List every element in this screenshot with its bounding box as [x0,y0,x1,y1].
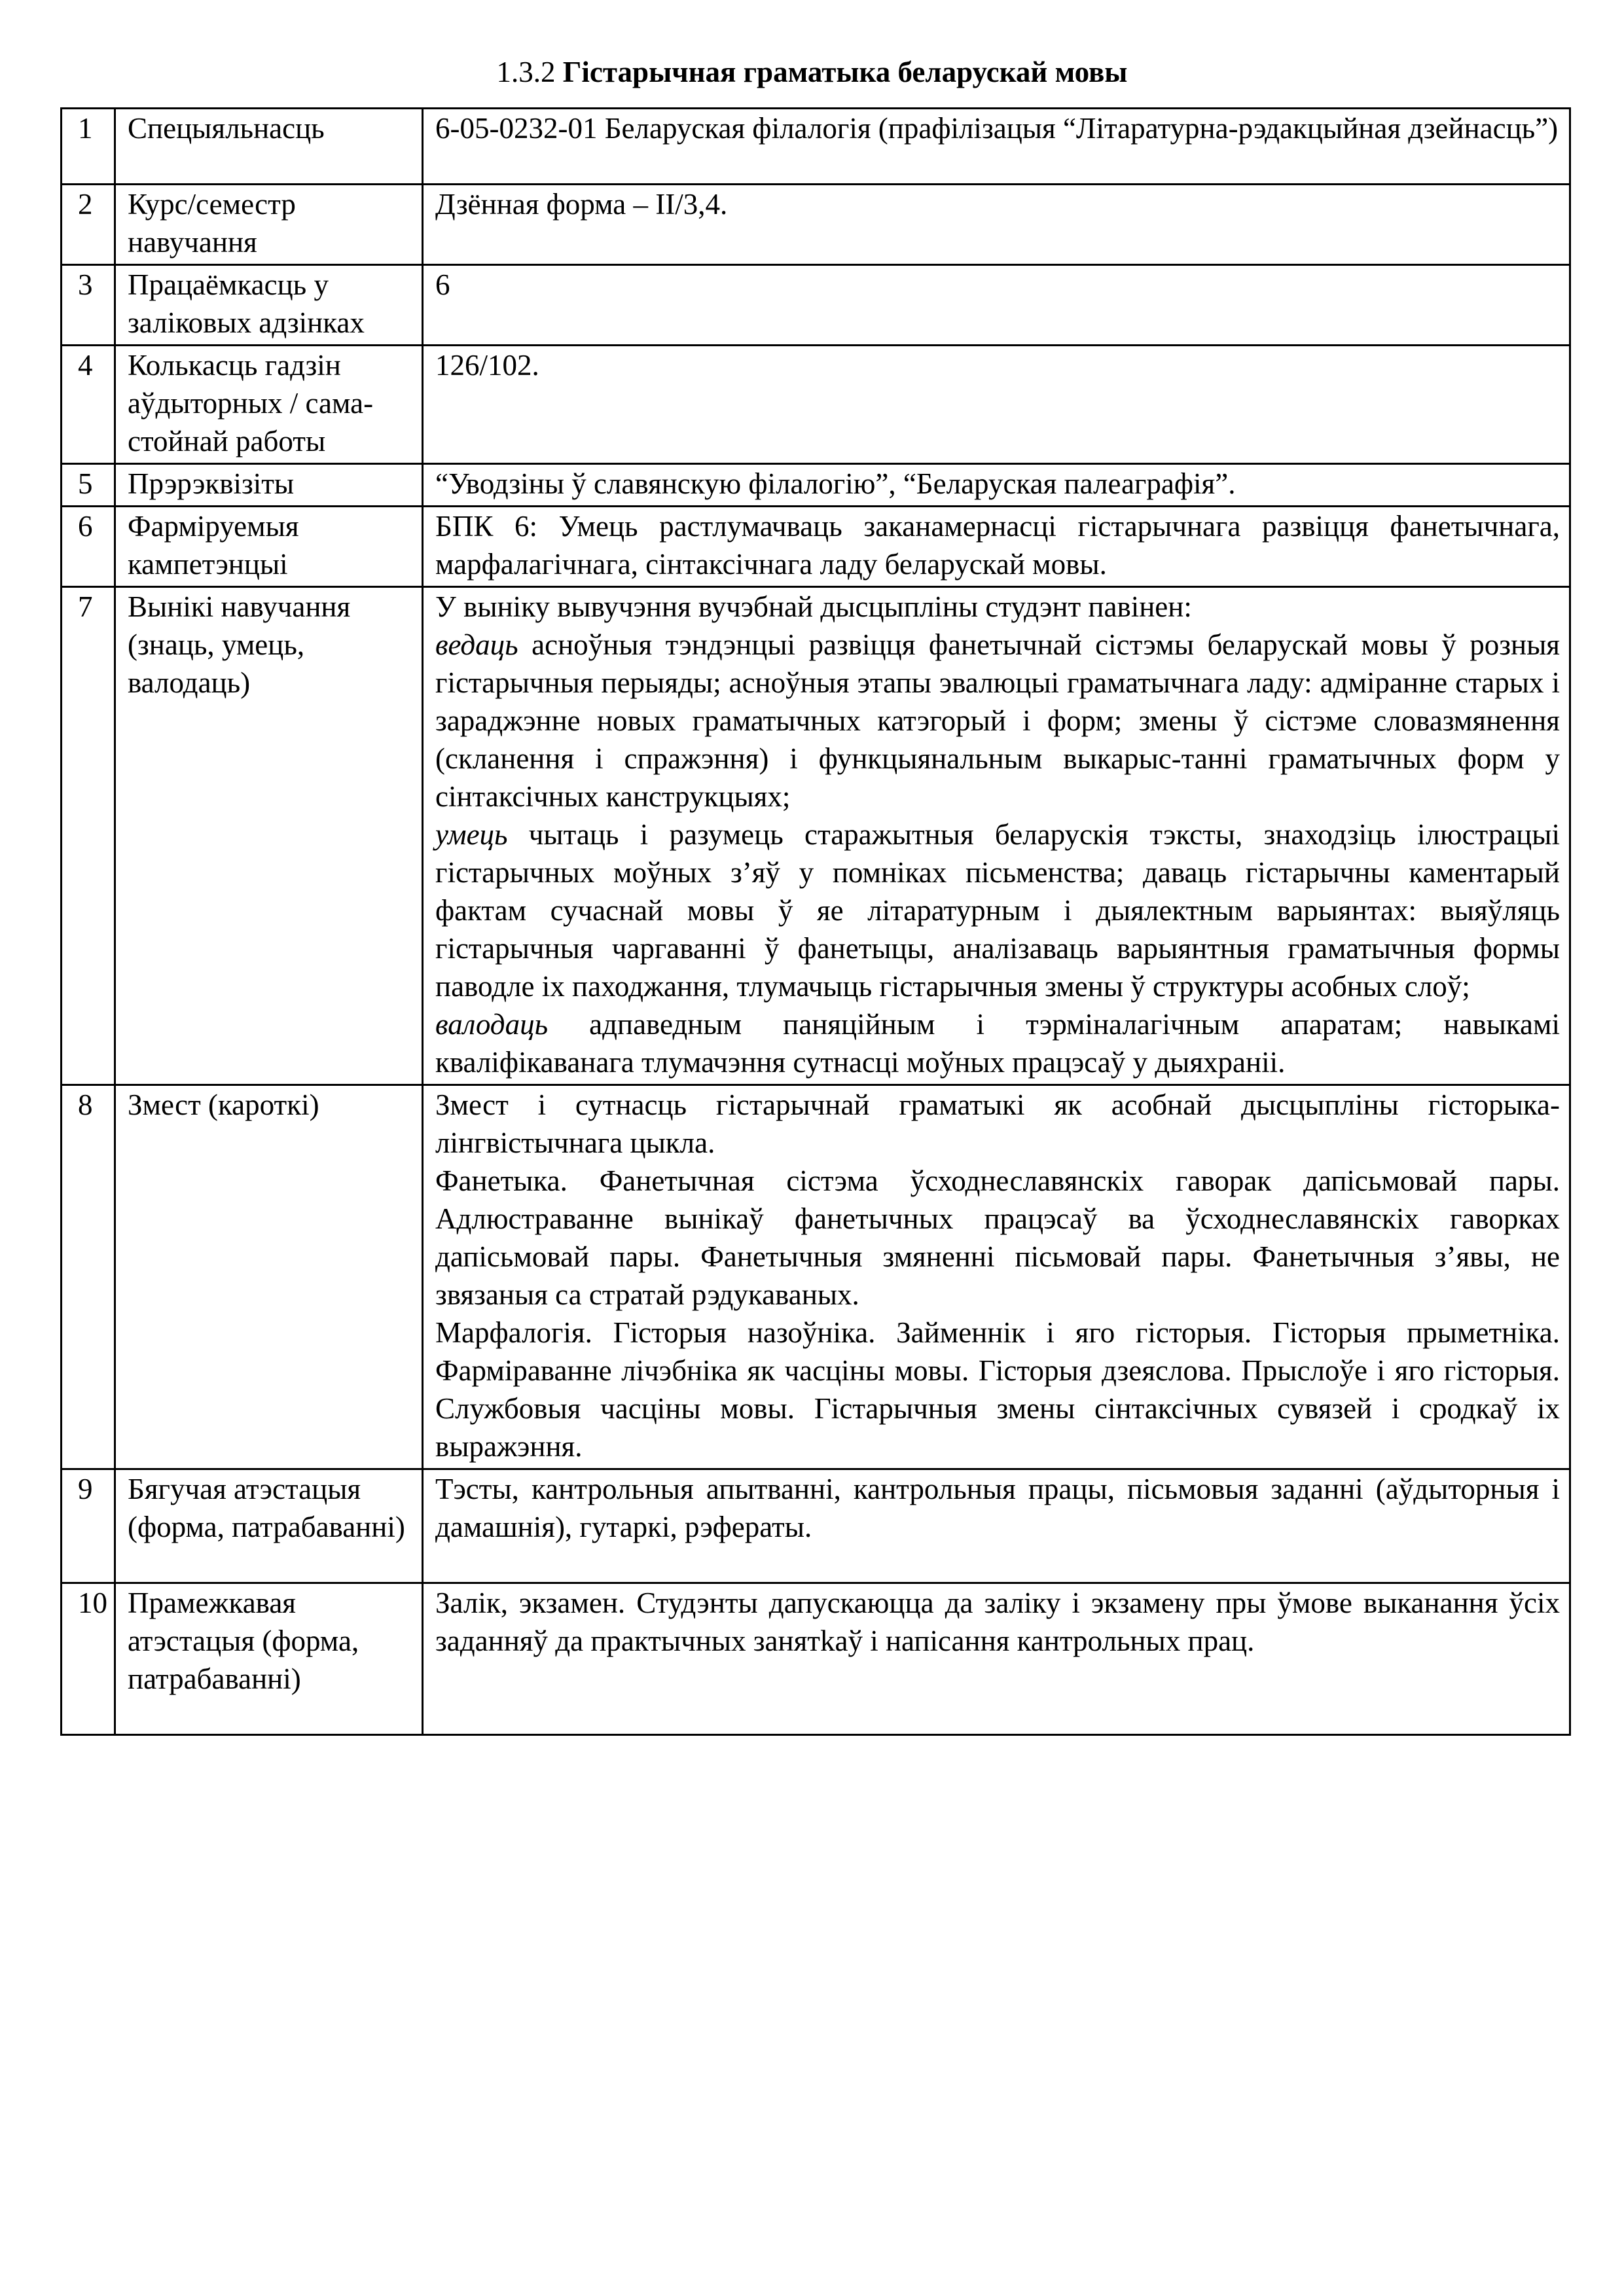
row-value: 126/102. [423,346,1570,464]
table-row [62,507,1570,587]
row-number: 2 [62,185,115,265]
row-value: “Уводзіны ў славянскую філалогію”, “Беларуская палеаграфія”. [423,464,1570,507]
table-row [62,1469,1570,1583]
table-row [62,1583,1570,1735]
outcome-text: асноўныя тэндэнцыі развіцця фанетычнай сістэмы беларускай мовы ў розныя гістарычныя перыяды; асноўныя этапы эвалюцыі граматычнага ладу: адміранне старых і зараджэнне новых граматычных катэгорый і форм; змены ў сістэме словазмянення (скланення і спражэння) і функцыянальным выкарыс-танні граматычных форм у сінтаксічных канструкцыях; [435,628,1561,813]
row-number: 9 [62,1469,115,1583]
content-paragraph: Фанетыка. Фанетычная сістэма ўсходнеславянскіх гаворак дапісьмовай пары. Адлюстраванне вынікаў фанетычных працэсаў ва ўсходнеславянскіх гаворках дапісьмовай пары. Фанетычныя змяненні пісьмовай пары. Фанетычныя з’явы, не звязаныя са стратай рэдукаваных. [435,1164,1560,1311]
row-number: 1 [62,109,115,185]
row-number: 7 [62,587,115,1085]
row-label: Змест (кароткі) [115,1085,423,1469]
row-value: Тэсты, кантрольныя апытванні, кантрольныя працы, пісьмовыя заданні (аўдыторныя і дамашнія), гутаркі, рэфераты. [423,1469,1570,1583]
row-label: Бягучая атэстацыя (форма, патрабаванні) [115,1469,423,1583]
row-value: Залік, экзамен. Студэнты дапускаюцца да заліку і экзамену пры ўмове выканання ўсіх заданняў да практычных занятkaў і напісання кантрольных прац. [423,1583,1570,1735]
table-row [62,265,1570,346]
outcome-item [435,816,1560,1005]
outcome-lead: ведаць [435,628,518,661]
row-label: Колькасць гадзін аўдыторных / сама-стойнай работы [115,346,423,464]
row-value: Дзённая форма – II/3,4. [423,185,1570,265]
syllabus-table [60,107,1571,1736]
row-number: 5 [62,464,115,507]
content-paragraph: Марфалогія. Гісторыя назоўніка. Займеннік і яго гісторыя. Гісторыя прыметніка. Фарміраванне лічэбніка як часціны мовы. Гісторыя дзеяслова. Прыслоўе і яго гісторыя. Службовыя часціны мовы. Гістарычныя змены сінтаксічных сувязей і сродкаў іх выражэння. [435,1316,1560,1463]
table-row [62,346,1570,464]
row-label: Спецыяльнасць [115,109,423,185]
row-label: Вынікі навучання (знаць, умець, валодаць) [115,587,423,1085]
row-value: 6-05-0232-01 Беларуская філалогія (прафілізацыя “Літаратурна-рэдакцыйная дзейнасць”) [423,109,1570,185]
row-number: 8 [62,1085,115,1469]
outcome-item [435,1005,1560,1081]
row-label: Прэрэквізіты [115,464,423,507]
outcome-text: адпаведным паняційным і тэрміналагічным апаратам; навыкамі кваліфікаванага тлумачэння сутнасці моўных працэсаў у дыяхраніі. [435,1008,1560,1079]
row-label: Фарміруемыя кампетэнцыі [115,507,423,587]
outcome-lead: умець [435,818,508,851]
row-number: 6 [62,507,115,587]
course-content [423,1085,1570,1469]
row-label: Працаёмкасць у заліковых адзінках [115,265,423,346]
table-row [62,185,1570,265]
table-row [62,587,1570,1085]
table-row [62,1085,1570,1469]
learning-outcomes [423,587,1570,1085]
row-value: БПК 6: Умець растлумачваць заканамернасці гістарычнага развіцця фанетычнага, марфалагічнага, сінтаксічнага ладу беларускай мовы. [423,507,1570,587]
row-value: 6 [423,265,1570,346]
outcome-item [435,626,1560,816]
title-text: Гістарычная граматыка беларускай мовы [562,56,1128,88]
title-number: 1.3.2 [496,56,556,88]
table-row [62,464,1570,507]
row-number: 3 [62,265,115,346]
page-title [0,54,1624,90]
outcome-text: чытаць і разумець старажытныя беларускія тэксты, знаходзіць ілюстрацыі гістарычных моўных з’яў у помніках пісьменства; даваць гістарычны каментарый фактам сучаснай мовы ў яе літаратурным і дыялектным варыянтах: выяўляць гістарычныя чаргаванні ў фанетыцы, аналізаваць варыянтныя граматычныя формы паводле іх паходжання, тлумачыць гістарычныя змены ў структуры асобных слоў; [435,818,1560,1003]
row-number: 4 [62,346,115,464]
outcome-lead: валодаць [435,1008,549,1041]
row-number: 10 [62,1583,115,1735]
row-label: Прамежкавая атэстацыя (форма, патрабаванні) [115,1583,423,1735]
table-row [62,109,1570,185]
row-label: Курс/семестр навучання [115,185,423,265]
outcomes-intro: У выніку вывучэння вучэбнай дысцыпліны студэнт павінен: [435,590,1192,623]
content-paragraph: Змест і сутнасць гістарычнай граматыкі як асобнай дысцыпліны гісторыка-лінгвістычнага цыкла. [435,1088,1560,1159]
